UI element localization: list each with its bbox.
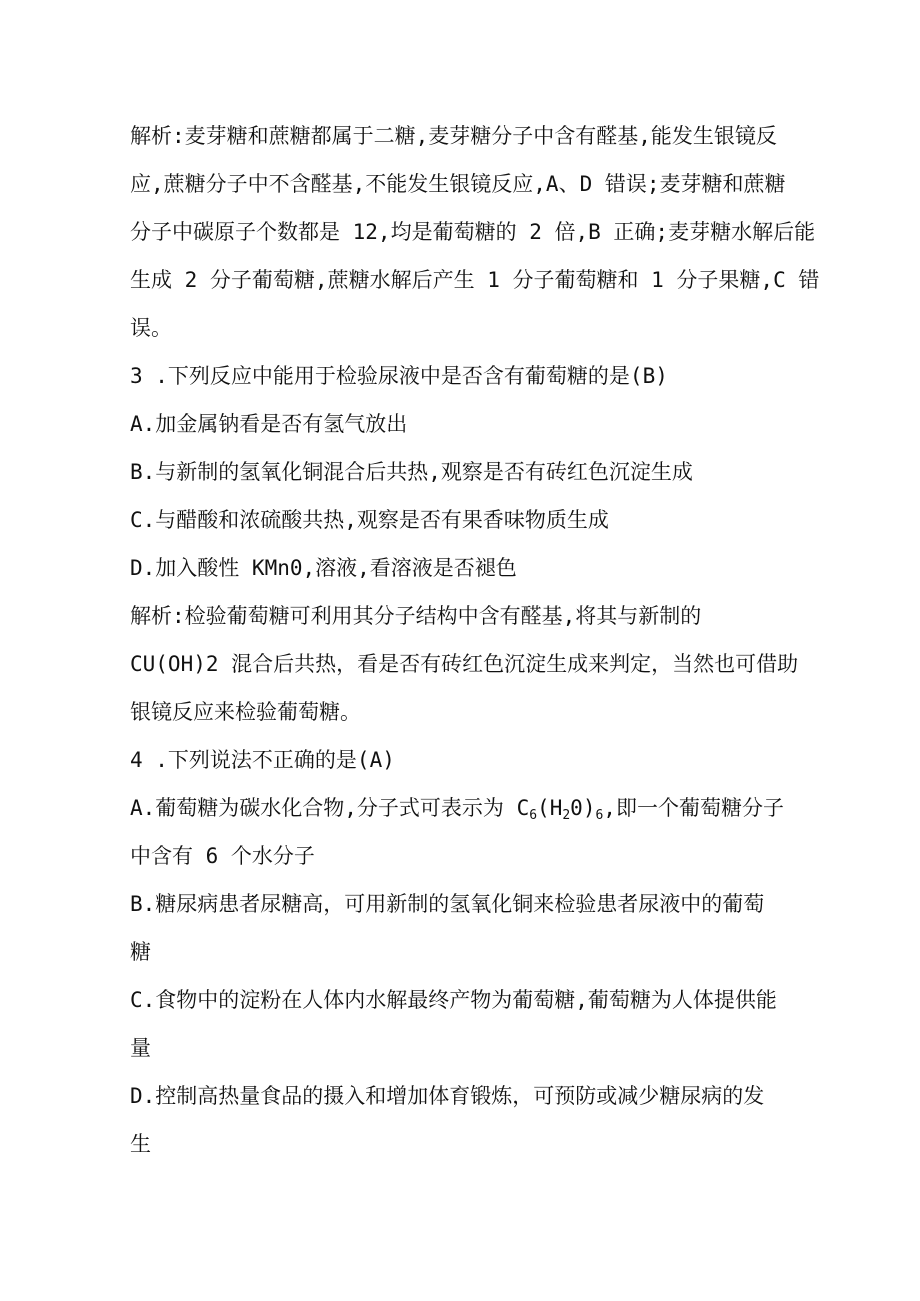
question-3-option-b: B.与新制的氢氧化铜混合后共热,观察是否有砖红色沉淀生成 bbox=[130, 460, 693, 484]
question-3-option-c: C.与醋酸和浓硫酸共热,观察是否有果香味物质生成 bbox=[130, 508, 609, 532]
text-line: 解析:麦芽糖和蔗糖都属于二糖,麦芽糖分子中含有醛基,能发生银镜反 bbox=[130, 124, 777, 148]
formula-subscript: 6 bbox=[529, 808, 538, 823]
formula-subscript: 6 bbox=[595, 808, 604, 823]
question-4-option-d: D.控制高热量食品的摄入和增加体育锻炼，可预防或减少糖尿病的发 bbox=[130, 1084, 765, 1108]
question-4-option-c: C.食物中的淀粉在人体内水解最终产物为葡萄糖,葡萄糖为人体提供能 bbox=[130, 988, 777, 1012]
question-3-analysis: 银镜反应来检验葡萄糖。 bbox=[130, 700, 361, 724]
question-4-option-b: B.糖尿病患者尿糖高，可用新制的氢氧化铜来检验患者尿液中的葡萄 bbox=[130, 892, 765, 916]
text-line: 应,蔗糖分子中不含醛基,不能发生银镜反应,A、D 错误;麦芽糖和蔗糖 bbox=[130, 172, 786, 196]
text-line: 分子中碳原子个数都是 12,均是葡萄糖的 2 倍,B 正确;麦芽糖水解后能 bbox=[130, 220, 816, 244]
question-3-analysis: 解析:检验葡萄糖可利用其分子结构中含有醛基,将其与新制的 bbox=[130, 604, 702, 628]
text-line: 误。 bbox=[130, 316, 172, 340]
text-line: 生成 2 分子葡萄糖,蔗糖水解后产生 1 分子葡萄糖和 1 分子果糖,C 错 bbox=[130, 268, 820, 292]
question-4-option-b-cont: 糖 bbox=[130, 940, 151, 964]
question-4-title: 4 .下列说法不正确的是(A) bbox=[130, 748, 395, 772]
question-3-option-a: A.加金属钠看是否有氢气放出 bbox=[130, 412, 408, 436]
document-body bbox=[130, 112, 820, 1168]
question-4-option-c-cont: 量 bbox=[130, 1036, 151, 1060]
formula-text: ,即一个葡萄糖分子 bbox=[603, 796, 784, 820]
question-3-title: 3 .下列反应中能用于检验尿液中是否含有葡萄糖的是(B) bbox=[130, 364, 668, 388]
question-4-option-a bbox=[130, 784, 800, 832]
formula-text: A.葡萄糖为碳水化合物,分子式可表示为 C bbox=[130, 796, 530, 820]
formula-text: (H bbox=[537, 796, 563, 820]
question-4-option-d-cont: 生 bbox=[130, 1132, 151, 1156]
question-3-analysis: CU(OH)2 混合后共热，看是否有砖红色沉淀生成来判定，当然也可借助 bbox=[130, 652, 799, 676]
question-4-option-a-cont: 中含有 6 个水分子 bbox=[130, 844, 315, 868]
question-3-option-d: D.加入酸性 KMn0,溶液,看溶液是否褪色 bbox=[130, 556, 517, 580]
formula-text: 0) bbox=[570, 796, 596, 820]
formula-subscript: 2 bbox=[562, 808, 571, 823]
